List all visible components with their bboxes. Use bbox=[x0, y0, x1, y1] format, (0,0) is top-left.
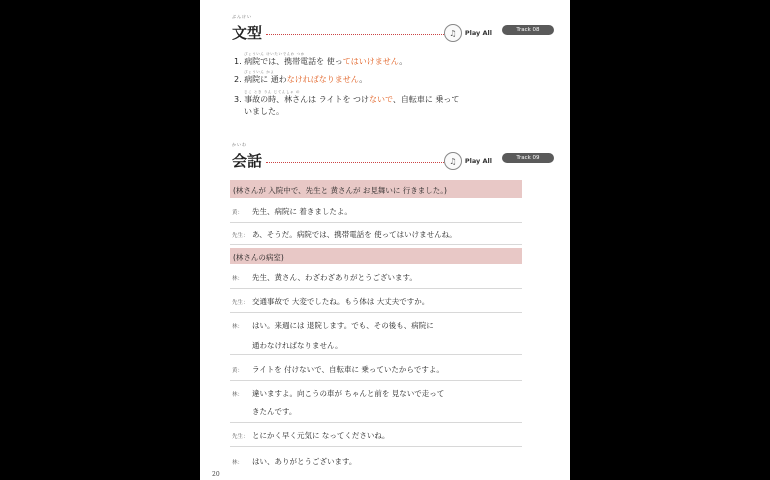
play-all-label: Play All bbox=[464, 157, 492, 165]
speaker-label: 林： bbox=[232, 276, 244, 282]
dialogue-line: 黄： ライトを 付けないで、自転車に 乗っていたからですよ。 bbox=[230, 354, 522, 381]
dialogue-line: 黄： 先生、病院に 着きましたよ。 bbox=[230, 198, 522, 223]
furigana: びょういん けいたいでんわ つか bbox=[244, 52, 305, 56]
dialogue-line: 林： はい。来週には 退院します。でも、その後も、病院に 通わなければなりません。 bbox=[230, 312, 522, 355]
speaker-label: 林： bbox=[232, 392, 244, 398]
pattern-sentence-cont: いました。 bbox=[244, 107, 284, 116]
kaiwa-furigana: かいわ bbox=[232, 142, 247, 147]
play-all-button[interactable] bbox=[444, 152, 492, 170]
scene-direction: (林さんの病室) bbox=[230, 248, 522, 264]
speaker-label: 先生： bbox=[232, 300, 249, 306]
page-number: 20 bbox=[212, 471, 220, 478]
speaker-label: 黄： bbox=[232, 210, 244, 216]
dialogue-line: 先生： あ、そうだ。病院では、携帯電話を 使ってはいけませんね。 bbox=[230, 222, 522, 245]
bunkei-title: ぶんけい 文型 bbox=[232, 14, 263, 42]
dotted-divider bbox=[266, 162, 446, 163]
pattern-sentence: 1. 病院では、携帯電話を 使ってはいけません。 bbox=[234, 57, 408, 66]
bunkei-header bbox=[232, 14, 554, 44]
dialogue-line: 先生： 交通事故で 大変でしたね。もう体は 大丈夫ですか。 bbox=[230, 288, 522, 313]
scene-direction: (林さんが 入院中で、先生と 黄さんが お見舞いに 行きました。) bbox=[230, 180, 522, 198]
pattern-sentence: 2. 病院に 通わなければなりません。 bbox=[234, 75, 368, 84]
speaker-label: 林： bbox=[232, 460, 244, 466]
dialogue-line: 林： 違いますよ。向こうの車が ちゃんと前を 見ないで走って きたんです。 bbox=[230, 380, 522, 423]
track-badge: Track 08 bbox=[502, 25, 554, 35]
track-badge: Track 09 bbox=[502, 153, 554, 163]
pattern-sentence: 3. 事故の時、林さんは ライトを つけないで、自転車に 乗って bbox=[234, 95, 460, 104]
kaiwa-title: かいわ 会話 bbox=[232, 142, 263, 170]
dialogue-line: 先生： とにかく早く元気に なってくださいね。 bbox=[230, 422, 522, 447]
textbook-page bbox=[200, 0, 570, 480]
bunkei-furigana: ぶんけい bbox=[232, 14, 252, 19]
dotted-divider bbox=[266, 34, 446, 35]
play-all-button[interactable] bbox=[444, 24, 492, 42]
dialogue-line: 林： 先生、黄さん、わざわざありがとうございます。 bbox=[230, 264, 522, 289]
speaker-label: 先生： bbox=[232, 233, 249, 239]
speaker-label: 林： bbox=[232, 324, 244, 330]
dialogue-line: 林： はい、ありがとうございます。 bbox=[232, 457, 357, 466]
furigana: じこ とき りん じてんしゃ の bbox=[244, 90, 301, 94]
kaiwa-header bbox=[232, 142, 554, 172]
play-all-label: Play All bbox=[464, 29, 492, 37]
speaker-label: 黄： bbox=[232, 368, 244, 374]
speaker-label: 先生： bbox=[232, 434, 249, 440]
speaker-icon: ♫ bbox=[444, 152, 462, 170]
speaker-icon: ♫ bbox=[444, 24, 462, 42]
furigana: びょういん かよ bbox=[244, 70, 275, 74]
